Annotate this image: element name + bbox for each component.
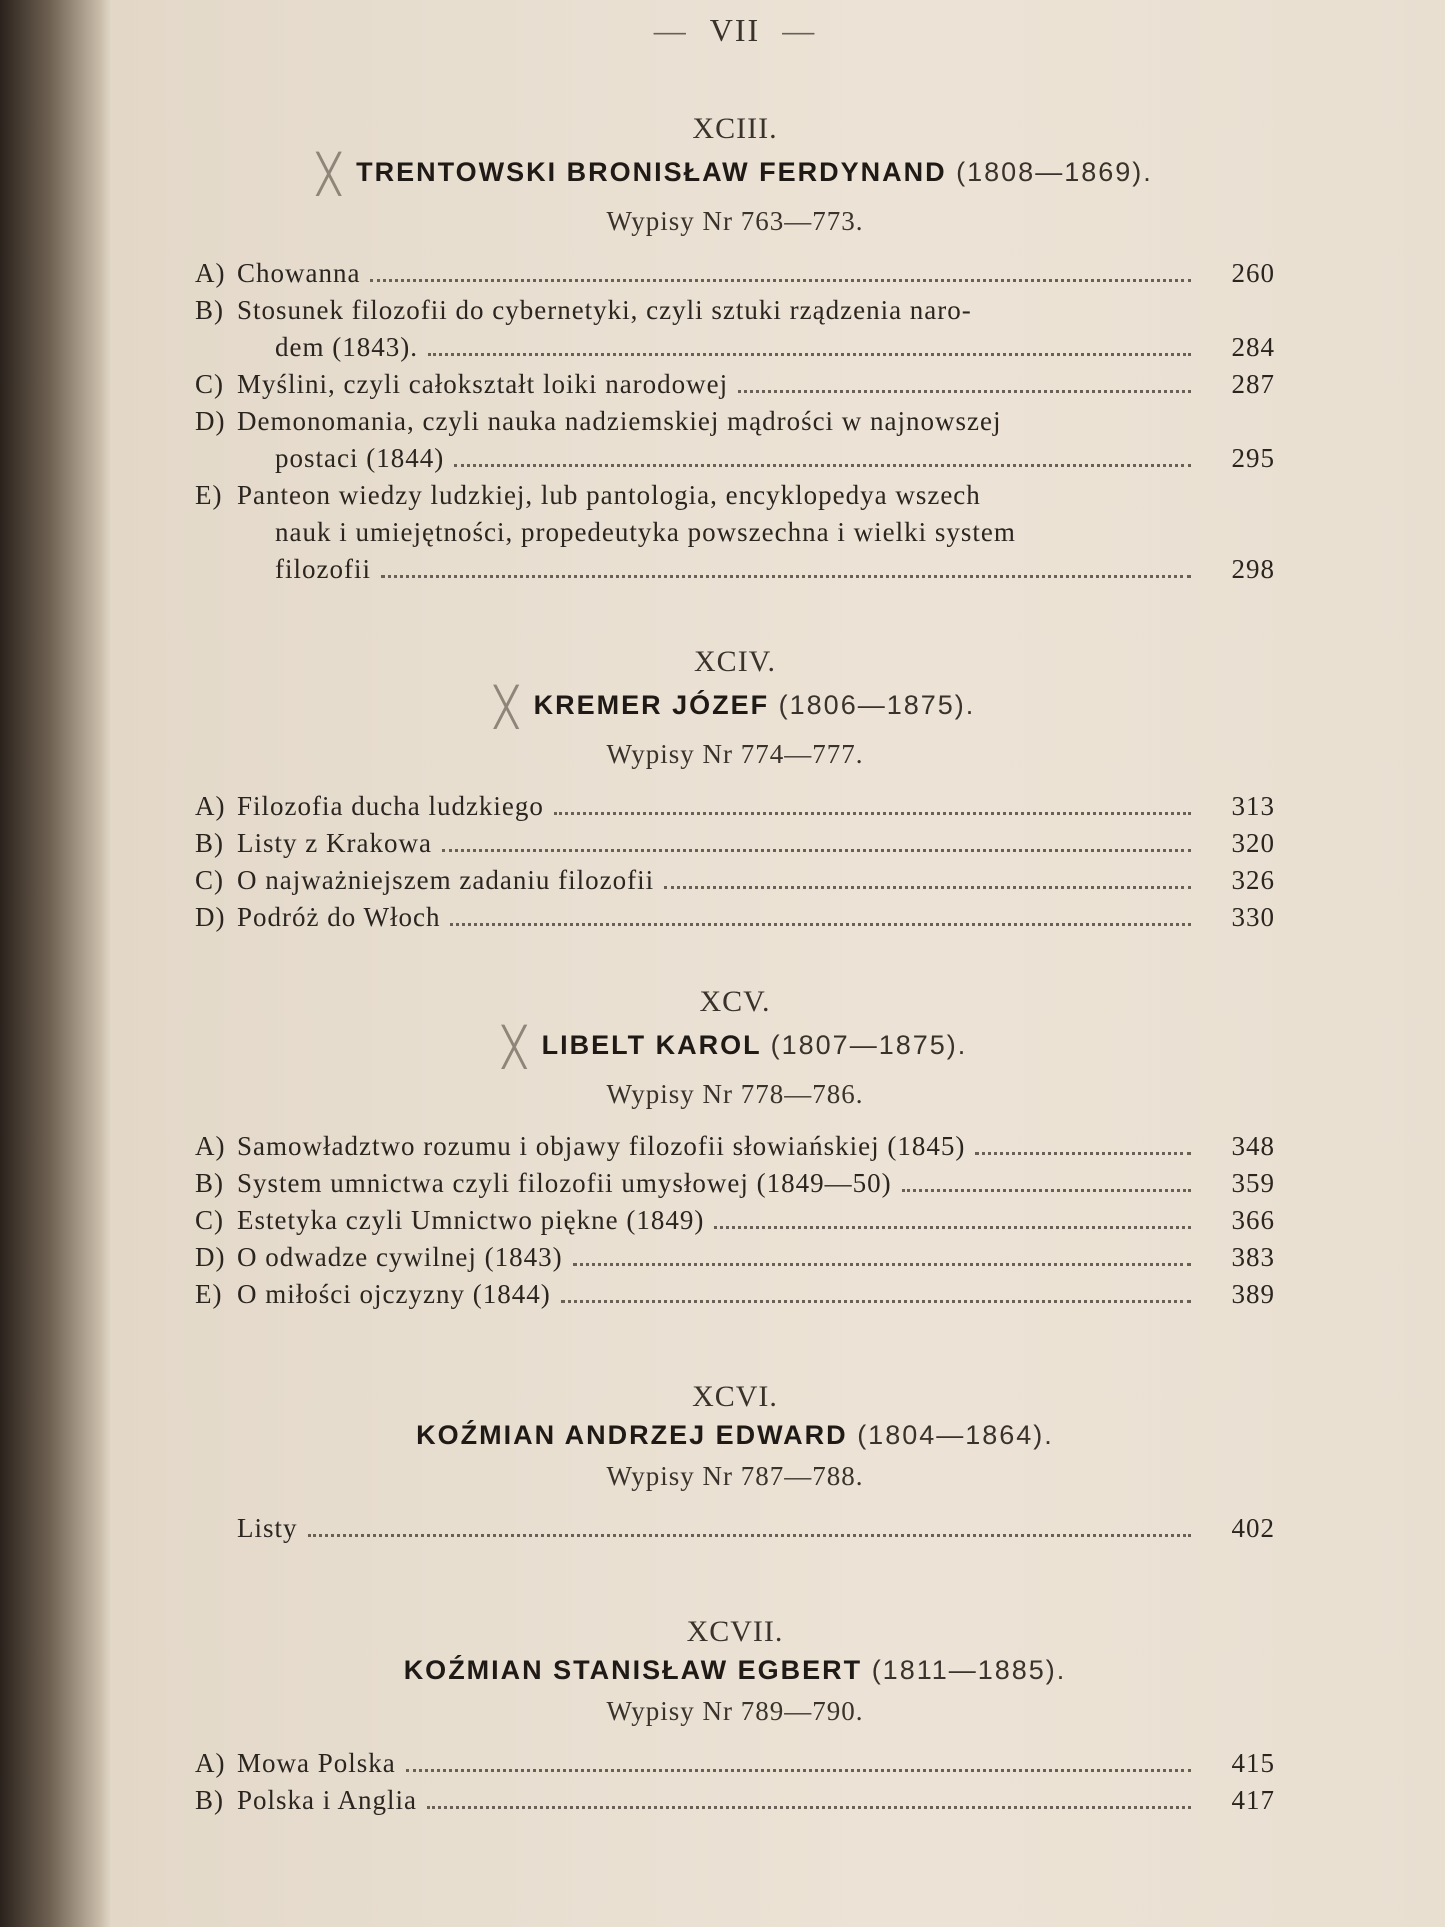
page-number: 313	[1231, 791, 1275, 821]
entry-title: Filozofia ducha ludzkiego	[237, 791, 544, 821]
entry-title: Podróż do Włoch	[237, 902, 441, 932]
folio-dash-right: —	[782, 12, 817, 48]
page-number: 284	[1231, 332, 1275, 362]
pencil-x-mark-icon: ╳	[502, 1025, 528, 1069]
dot-leader	[738, 389, 1191, 393]
author-heading	[195, 685, 1275, 729]
toc-entry	[195, 862, 1275, 899]
author-years: (1808—1869).	[956, 157, 1153, 187]
entry-line	[195, 329, 1275, 366]
entry-title: O odwadze cywilnej (1843)	[237, 1242, 563, 1272]
author-heading	[195, 1025, 1275, 1069]
toc-entry	[195, 477, 1275, 588]
toc-entry	[195, 403, 1275, 477]
excerpts-range: Wypisy Nr 778—786.	[606, 1079, 864, 1109]
page-number: 366	[1231, 1205, 1275, 1235]
entry-line	[195, 440, 1275, 477]
section-numeral: XCIII.	[692, 112, 778, 145]
toc-entry	[195, 1276, 1275, 1313]
dot-leader	[442, 848, 1191, 852]
folio-dash-left: —	[653, 12, 688, 48]
page-number: 389	[1231, 1279, 1275, 1309]
entry-title: Demonomania, czyli nauka nadziemskiej mądrości w najnowszej	[237, 406, 1002, 436]
excerpts-range: Wypisy Nr 763—773.	[606, 206, 864, 236]
page-number: 348	[1231, 1131, 1275, 1161]
entry-letter: A)	[195, 1748, 226, 1778]
entry-title: Chowanna	[237, 258, 361, 288]
entry-title: dem (1843).	[275, 332, 418, 362]
entry-letter: E)	[195, 480, 223, 510]
toc-entry	[195, 1510, 1275, 1547]
page-number: 326	[1231, 865, 1275, 895]
toc-entry	[195, 1165, 1275, 1202]
entry-letter: D)	[195, 902, 226, 932]
section-numeral: XCVII.	[686, 1615, 784, 1648]
entry-line	[195, 292, 1275, 329]
entry-line	[195, 1165, 1275, 1202]
entry-letter: B)	[195, 828, 224, 858]
entry-title: postaci (1844)	[275, 443, 445, 473]
entry-title: Listy	[237, 1513, 298, 1543]
dot-leader	[370, 278, 1191, 282]
dot-leader	[450, 922, 1191, 926]
toc-section	[195, 985, 1325, 1313]
entry-title: Estetyka czyli Umnictwo piękne (1849)	[237, 1205, 705, 1235]
author-years: (1807—1875).	[770, 1030, 968, 1060]
page-number: 295	[1231, 443, 1275, 473]
entry-letter: A)	[195, 791, 226, 821]
toc-section	[195, 1615, 1325, 1819]
entry-line	[195, 862, 1275, 899]
section-numeral: XCIV.	[694, 645, 776, 678]
entry-line	[195, 514, 1275, 551]
entry-letter: C)	[195, 865, 224, 895]
entry-letter: B)	[195, 1168, 224, 1198]
toc-entry	[195, 1202, 1275, 1239]
entry-letter: C)	[195, 369, 224, 399]
dot-leader	[664, 885, 1191, 889]
toc-entry	[195, 1745, 1275, 1782]
author-name: KOŹMIAN ANDRZEJ EDWARD	[416, 1420, 848, 1450]
page-number: 383	[1231, 1242, 1275, 1272]
excerpts-range: Wypisy Nr 789—790.	[606, 1696, 864, 1726]
section-numeral: XCV.	[699, 985, 771, 1018]
dot-leader	[975, 1151, 1191, 1155]
page-folio	[195, 12, 1275, 49]
dot-leader	[554, 811, 1191, 815]
toc-entry	[195, 1128, 1275, 1165]
page-number: 320	[1231, 828, 1275, 858]
entry-letter: D)	[195, 1242, 226, 1272]
dot-leader	[902, 1188, 1191, 1192]
folio-number: VII	[709, 12, 761, 48]
entry-line	[195, 1510, 1275, 1547]
toc-entry	[195, 788, 1275, 825]
toc-section	[195, 112, 1325, 588]
entry-letter: A)	[195, 1131, 226, 1161]
entry-line	[195, 403, 1275, 440]
entry-title: nauk i umiejętności, propedeutyka powszechna i wielki system	[275, 517, 1016, 547]
page-number: 287	[1231, 369, 1275, 399]
page-number: 417	[1231, 1785, 1275, 1815]
page-number: 402	[1231, 1513, 1275, 1543]
entry-letter: E)	[195, 1279, 223, 1309]
author-years: (1804—1864).	[857, 1420, 1054, 1450]
dot-leader	[454, 463, 1191, 467]
dot-leader	[308, 1533, 1191, 1537]
page-number: 298	[1231, 554, 1275, 584]
entry-line	[195, 825, 1275, 862]
author-years: (1811—1885).	[871, 1655, 1067, 1685]
dot-leader	[714, 1225, 1191, 1229]
toc-section	[195, 1380, 1325, 1547]
entry-title: System umnictwa czyli filozofii umysłowej (1849—50)	[237, 1168, 892, 1198]
author-name: KREMER JÓZEF	[533, 690, 770, 720]
entry-line	[195, 255, 1275, 292]
page-number: 415	[1231, 1748, 1275, 1778]
page-number: 359	[1231, 1168, 1275, 1198]
dot-leader	[573, 1262, 1191, 1266]
toc-entry	[195, 1239, 1275, 1276]
entry-title: Panteon wiedzy ludzkiej, lub pantologia, encyklopedya wszech	[237, 480, 981, 510]
pencil-x-mark-icon: ╳	[317, 152, 343, 196]
page-number: 260	[1231, 258, 1275, 288]
entry-line	[195, 477, 1275, 514]
author-name: TRENTOWSKI BRONISŁAW FERDYNAND	[356, 157, 947, 187]
entry-letter: A)	[195, 258, 226, 288]
excerpts-range: Wypisy Nr 787—788.	[606, 1461, 864, 1491]
entry-line	[195, 1745, 1275, 1782]
entry-line	[195, 1202, 1275, 1239]
entry-line	[195, 366, 1275, 403]
entry-letter: B)	[195, 1785, 224, 1815]
author-name: KOŹMIAN STANISŁAW EGBERT	[403, 1655, 863, 1685]
excerpts-range: Wypisy Nr 774—777.	[606, 739, 864, 769]
toc-entry	[195, 255, 1275, 292]
entry-line	[195, 1782, 1275, 1819]
entry-title: O najważniejszem zadaniu filozofii	[237, 865, 655, 895]
entry-title: Myślini, czyli całokształt loiki narodowej	[237, 369, 729, 399]
entry-line	[195, 551, 1275, 588]
entry-title: filozofii	[275, 554, 371, 584]
entry-title: Mowa Polska	[237, 1748, 396, 1778]
entry-letter: C)	[195, 1205, 224, 1235]
dot-leader	[428, 352, 1191, 356]
toc-entry	[195, 366, 1275, 403]
section-numeral: XCVI.	[692, 1380, 778, 1413]
author-years: (1806—1875).	[778, 690, 976, 720]
dot-leader	[561, 1299, 1191, 1303]
entry-title: Samowładztwo rozumu i objawy filozofii słowiańskiej (1845)	[237, 1131, 966, 1161]
dot-leader	[406, 1768, 1191, 1772]
entry-line	[195, 788, 1275, 825]
toc-entry	[195, 899, 1275, 936]
pencil-x-mark-icon: ╳	[494, 685, 520, 729]
toc-section	[195, 645, 1325, 936]
toc-entry	[195, 1782, 1275, 1819]
author-heading	[195, 1655, 1275, 1686]
dot-leader	[427, 1805, 1191, 1809]
entry-letter: B)	[195, 295, 224, 325]
entry-line	[195, 1239, 1275, 1276]
entry-title: Stosunek filozofii do cybernetyki, czyli sztuki rządzenia naro-	[237, 295, 972, 325]
toc-entry	[195, 825, 1275, 862]
entry-title: O miłości ojczyzny (1844)	[237, 1279, 551, 1309]
entry-line	[195, 1128, 1275, 1165]
entry-title: Polska i Anglia	[237, 1785, 418, 1815]
entry-letter: D)	[195, 406, 226, 436]
entry-title: Listy z Krakowa	[237, 828, 432, 858]
entry-line	[195, 899, 1275, 936]
entry-line	[195, 1276, 1275, 1313]
author-heading	[195, 1420, 1275, 1451]
book-gutter	[0, 0, 112, 1927]
toc-entry	[195, 292, 1275, 366]
author-name: LIBELT KAROL	[541, 1030, 762, 1060]
author-heading	[195, 152, 1275, 196]
page-number: 330	[1231, 902, 1275, 932]
dot-leader	[381, 574, 1191, 578]
